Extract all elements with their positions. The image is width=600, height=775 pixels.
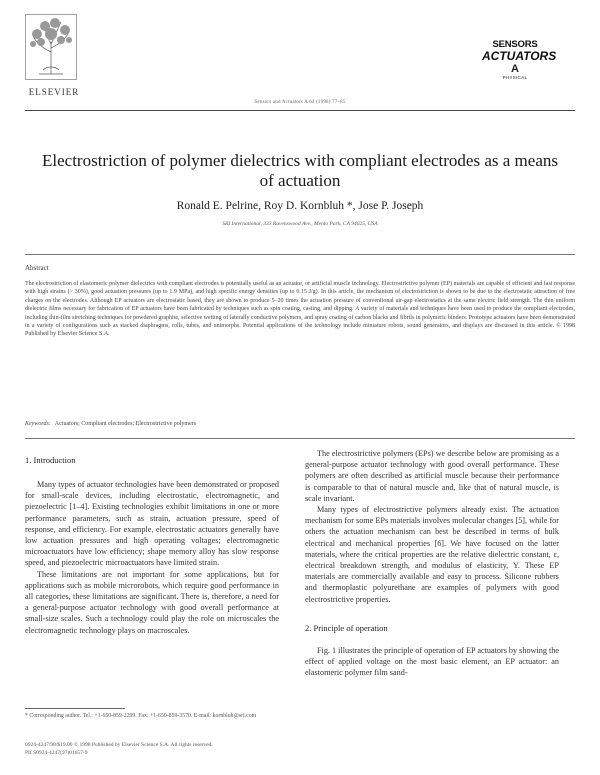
abstract-bottom-rule [25, 438, 575, 439]
copyright-notice [25, 742, 279, 757]
journal-logo [482, 39, 557, 102]
journal-logo-line1: SENSORS [492, 39, 538, 50]
elsevier-tree-icon [25, 14, 77, 80]
keywords-list: Actuators; Compliant electrodes; Electrostrictive polymers [54, 421, 197, 427]
journal-reference: Sensors and Actuators A 64 (1998) 77–85 [254, 100, 346, 105]
header-rule [25, 110, 575, 111]
keywords-label: Keywords: [25, 421, 51, 427]
elsevier-logo [25, 14, 83, 98]
author-affiliation: SRI International, 333 Ravenswood Ave., Menlo Park, CA 94025, USA [222, 221, 378, 227]
article-authors: Ronald E. Pelrine, Roy D. Kornbluh *, Jose P. Joseph [176, 200, 424, 212]
journal-logo-line4: PHYSICAL [502, 75, 528, 80]
right-column [305, 448, 559, 678]
copyright-line-1: 0924-4247/98/$19.00 © 1998 Published by Elsevier Science S.A. All rights reserved. [25, 742, 213, 748]
section-heading-principle: 2. Principle of operation [305, 622, 388, 633]
right-paragraph-1: The electrostrictive polymers (EPs) we describe below are promising as a general-purpose actuator technology with good overall performance. These polymers are often described as artificial muscle because their performance is comparable to that of natural muscle and, like that of natural muscle, is scale invariant. [305, 449, 559, 503]
keywords-line [25, 421, 575, 427]
abstract-heading: Abstract [25, 264, 49, 272]
principle-paragraph-1: Fig. 1 illustrates the principle of operation of EP actuators by showing the effect of applied voltage on the most basic element, an EP actuator: an elastomeric polymer film sand- [305, 645, 559, 678]
journal-logo-line3: A [511, 63, 519, 75]
abstract-top-rule [25, 254, 575, 255]
corresponding-author-footnote: * Corresponding author. Tel.: +1-650-859-2299. Fax: +1-650-859-3570. E-mail: kornbluh@sri.com [25, 713, 257, 719]
article-title: Electrostriction of polymer dielectrics with compliant electrodes as a means of actuation [42, 151, 558, 190]
intro-paragraph-2: These limitations are not important for some applications, but for applications such as mobile microrobots, which require good performance in all categories, these limitations are significant. There is, therefore, a need for a general-purpose actuator technology with good overall performance at small-size scales. Such a technology could play the role on microscales the electromagnetic technology plays on macroscales. [25, 569, 279, 635]
publisher-name: ELSEVIER [28, 87, 80, 97]
right-paragraph-2: Many types of electrostrictive polymers already exist. The actuation mechanism for some EPs materials involves molecular changes [5], while for others the actuation mechanism can best be described in terms of bulk electrical and mechanical properties [6]. We have focused on the latter materials, where the critical properties are the relative dielectric constant, ε, electrical breakdown strength, and modulus of elasticity, Y. These EP materials are commercially available and easy to process. Silicone rubbers and thermoplastic polyurethane are examples of polymers with good electrostrictive properties. [305, 505, 559, 604]
left-column [25, 455, 279, 636]
intro-paragraph-1: Many types of actuator technologies have been demonstrated or proposed for small-scale devices, including electrostatic, electromagnetic, and piezoelectric [1–4]. Existing technologies exhibit limitations in one or more performance parameters, such as strain, actuation pressure, speed of response, and efficiency. For example, electrostatic actuators generally have low actuation pressures and high operating voltages; electromagnetic microactuators have low efficiency; shape memory alloy has slow response speed, and piezoelectric microactuators have limited strain. [25, 480, 279, 568]
copyright-line-2: PII S0924-4247(97)01657-9 [25, 749, 88, 756]
section-heading-introduction: 1. Introduction [25, 455, 76, 465]
abstract-text: The electrostriction of elastomeric polymer dielectrics with compliant electrodes is potentially useful as an actuator, or artificial muscle technology. Electrostrictive polymer (EP) materials are capable of efficient and fast response with high strains (> 30%), good actuation pressures (up to 1.9 MPa), and high specific energy densities (up to 0.15 J/g). In this article, the mechanism of electrostriction is shown to be due to the electrostatic attraction of free charges on the electrodes. Although EP actuators are electrostatic based, they are shown to produce 5–20 times the actuation pressure of conventional air-gap electrostatics at the same electric field strength. The thin uniform dielectric films necessary for fabrication of EP actuators have been fabricated by techniques such as spin coating, casting, and dipping. A variety of materials and techniques have been used to produce the compliant electrodes, including thin-film stretching techniques for powdered graphite, selective wetting of laterally conductive polymers, and spray coating of carbon blacks and fibrils in polymeric binders. Prototype actuators have been demonstrated in a variety of configurations such as stacked diaphragms, rolls, tubes, and unimorphs. Potential applications of the technology include miniature robots, sound generators, and displays are discussed in this article. © 1998 Published by Elsevier Science S.A. [25, 281, 575, 338]
journal-logo-line2: ACTUATORS [482, 49, 557, 63]
footnote-rule [25, 708, 125, 709]
